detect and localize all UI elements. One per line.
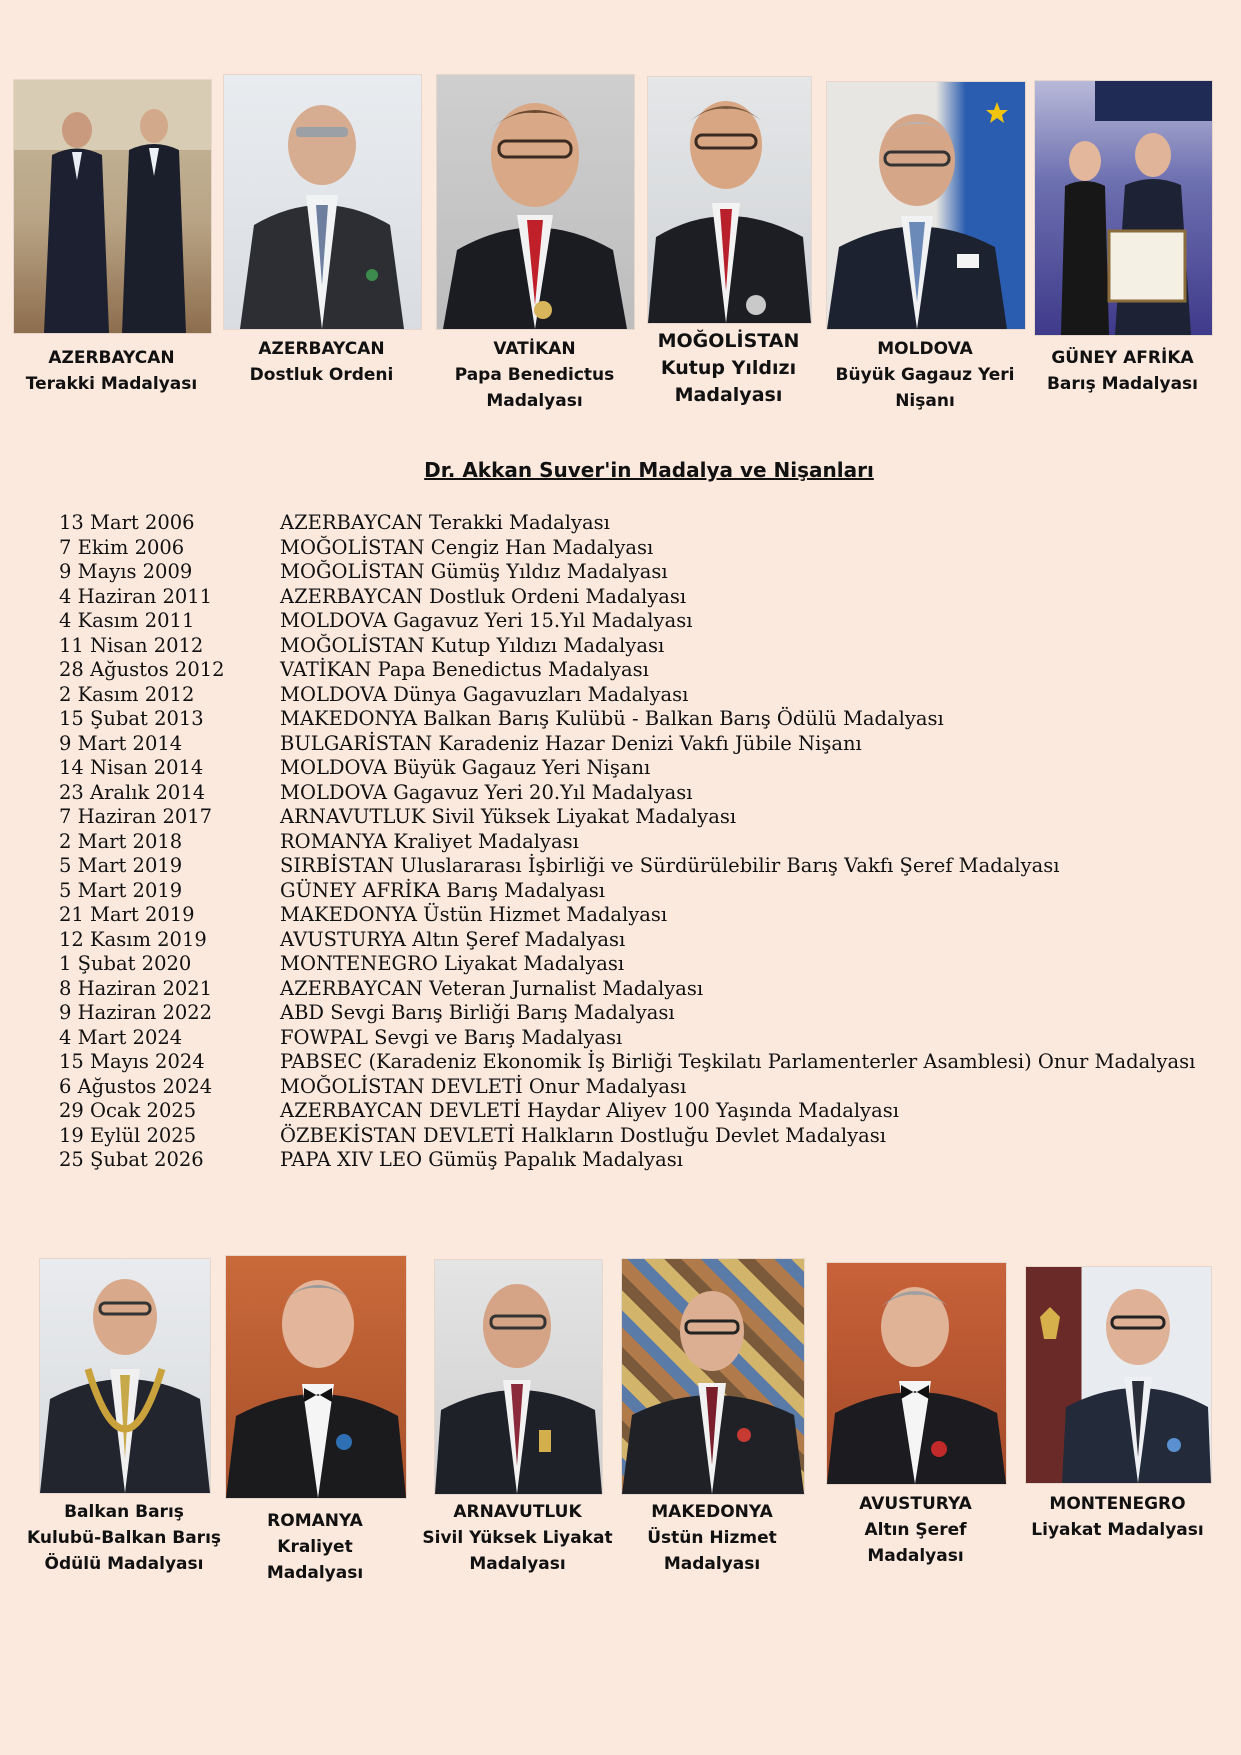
portrait-photo-icon bbox=[437, 75, 634, 329]
caption-mogolistan: MOĞOLİSTAN Kutup Yıldızı Madalyası bbox=[657, 330, 800, 406]
caption-arnavutluk: ARNAVUTLUK Sivil Yüksek Liyakat Madalyası bbox=[422, 1502, 613, 1574]
medal-date: 5 Mart 2019 bbox=[59, 854, 183, 877]
medal-text: BULGARİSTAN Karadeniz Hazar Denizi Vakfı Jübile Nişanı bbox=[280, 731, 862, 755]
medal-text: ÖZBEKİSTAN DEVLETİ Halkların Dostluğu Devlet Madalyası bbox=[280, 1123, 886, 1147]
photo-montenegro bbox=[1025, 1266, 1212, 1484]
caption-avusturya: AVUSTURYA Altın Şeref Madalyası bbox=[859, 1494, 972, 1566]
photo-arnavutluk bbox=[434, 1259, 603, 1495]
caption-guney-afrika: GÜNEY AFRİKA Barış Madalyası bbox=[1046, 348, 1199, 394]
medal-text: MONTENEGRO Liyakat Madalyası bbox=[280, 952, 625, 975]
medal-text: PABSEC (Karadeniz Ekonomik İş Birliği Teşkilatı Parlamenterler Asamblesi) Onur Madalyası bbox=[280, 1050, 1196, 1073]
list-item bbox=[59, 854, 1239, 879]
medal-date: 9 Mart 2014 bbox=[59, 731, 183, 755]
medal-date: 7 Haziran 2017 bbox=[59, 805, 213, 828]
medal-text: ROMANYA Kraliyet Madalyası bbox=[280, 829, 579, 853]
list-item bbox=[59, 658, 1239, 683]
list-item bbox=[59, 928, 1239, 953]
medal-text: MOLDOVA Gagavuz Yeri 20.Yıl Madalyası bbox=[280, 780, 693, 804]
caption-azerbaycan-terakki: AZERBAYCAN Terakki Madalyası bbox=[25, 348, 198, 394]
list-item bbox=[59, 732, 1239, 757]
list-item bbox=[59, 830, 1239, 855]
medal-date: 4 Mart 2024 bbox=[59, 1025, 183, 1049]
medal-date: 9 Haziran 2022 bbox=[59, 1001, 213, 1024]
list-item bbox=[59, 756, 1239, 781]
photo-mogolistan bbox=[647, 76, 812, 324]
medal-text: AZERBAYCAN DEVLETİ Haydar Aliyev 100 Yaşında Madalyası bbox=[280, 1099, 899, 1122]
medal-list bbox=[59, 511, 1239, 1173]
medal-text: MOĞOLİSTAN DEVLETİ Onur Madalyası bbox=[280, 1074, 687, 1098]
medal-date: 8 Haziran 2021 bbox=[59, 976, 213, 1000]
medal-text: MAKEDONYA Üstün Hizmet Madalyası bbox=[280, 903, 668, 926]
medal-date: 1 Şubat 2020 bbox=[59, 952, 192, 975]
list-item bbox=[59, 977, 1239, 1002]
medal-date: 12 Kasım 2019 bbox=[59, 927, 207, 951]
portrait-photo-icon bbox=[1035, 81, 1212, 335]
medal-date: 2 Mart 2018 bbox=[59, 829, 183, 853]
portrait-photo-icon bbox=[435, 1260, 602, 1494]
caption-romanya: ROMANYA Kraliyet Madalyası bbox=[266, 1511, 364, 1583]
medal-text: ABD Sevgi Barış Birliği Barış Madalyası bbox=[280, 1001, 675, 1024]
medal-date: 4 Kasım 2011 bbox=[59, 609, 195, 632]
list-item bbox=[59, 1099, 1239, 1124]
portrait-photo-icon bbox=[226, 1256, 406, 1498]
list-item bbox=[59, 536, 1239, 561]
medal-text: VATİKAN Papa Benedictus Madalyası bbox=[280, 658, 649, 681]
portrait-photo-icon bbox=[224, 75, 421, 329]
medal-date: 13 Mart 2006 bbox=[59, 511, 195, 534]
medal-date: 29 Ocak 2025 bbox=[59, 1099, 197, 1122]
photo-moldova bbox=[826, 81, 1026, 330]
caption-azerbaycan-dostluk: AZERBAYCAN Dostluk Ordeni bbox=[249, 339, 394, 385]
photo-avusturya bbox=[826, 1262, 1007, 1485]
medal-date: 2 Kasım 2012 bbox=[59, 682, 195, 706]
medal-text: MOĞOLİSTAN Gümüş Yıldız Madalyası bbox=[280, 560, 668, 583]
medal-date: 14 Nisan 2014 bbox=[59, 756, 204, 779]
medal-date: 23 Aralık 2014 bbox=[59, 780, 206, 804]
list-item bbox=[59, 781, 1239, 806]
medal-date: 15 Şubat 2013 bbox=[59, 707, 204, 730]
caption-makedonya: MAKEDONYA Üstün Hizmet Madalyası bbox=[647, 1502, 777, 1574]
list-item bbox=[59, 560, 1239, 585]
portrait-photo-icon bbox=[648, 77, 811, 323]
list-item bbox=[59, 1124, 1239, 1149]
medal-text: AZERBAYCAN Veteran Jurnalist Madalyası bbox=[280, 976, 704, 1000]
medal-text: FOWPAL Sevgi ve Barış Madalyası bbox=[280, 1025, 623, 1049]
medal-date: 19 Eylül 2025 bbox=[59, 1123, 197, 1147]
photo-makedonya bbox=[621, 1258, 805, 1495]
medal-text: MOĞOLİSTAN Kutup Yıldızı Madalyası bbox=[280, 633, 665, 657]
medal-date: 15 Mayıs 2024 bbox=[59, 1050, 205, 1073]
medal-date: 5 Mart 2019 bbox=[59, 878, 183, 902]
photo-romanya bbox=[225, 1255, 407, 1499]
medal-text: MOLDOVA Gagavuz Yeri 15.Yıl Madalyası bbox=[280, 609, 693, 632]
portrait-photo-icon bbox=[827, 82, 1025, 329]
medal-text: AZERBAYCAN Terakki Madalyası bbox=[280, 511, 610, 534]
portrait-photo-icon bbox=[40, 1259, 210, 1493]
photo-azerbaycan-terakki bbox=[13, 79, 212, 334]
portrait-photo-icon bbox=[1026, 1267, 1211, 1483]
list-item bbox=[59, 585, 1239, 610]
photo-vatikan bbox=[436, 74, 635, 330]
list-item bbox=[59, 511, 1239, 536]
portrait-photo-icon bbox=[827, 1263, 1006, 1484]
medal-text: MOĞOLİSTAN Cengiz Han Madalyası bbox=[280, 535, 654, 559]
medal-text: ARNAVUTLUK Sivil Yüksek Liyakat Madalyası bbox=[280, 805, 737, 828]
photo-balkan-baris bbox=[39, 1258, 211, 1494]
medal-text: PAPA XIV LEO Gümüş Papalık Madalyası bbox=[280, 1148, 683, 1171]
medal-text: GÜNEY AFRİKA Barış Madalyası bbox=[280, 878, 605, 902]
list-item bbox=[59, 952, 1239, 977]
medal-date: 21 Mart 2019 bbox=[59, 903, 195, 926]
list-item bbox=[59, 879, 1239, 904]
list-item bbox=[59, 1001, 1239, 1026]
medal-date: 11 Nisan 2012 bbox=[59, 633, 204, 657]
page-title: Dr. Akkan Suver'in Madalya ve Nişanları bbox=[424, 458, 874, 482]
medal-date: 7 Ekim 2006 bbox=[59, 535, 185, 559]
list-item bbox=[59, 1075, 1239, 1100]
list-item bbox=[59, 634, 1239, 659]
list-item bbox=[59, 1026, 1239, 1051]
medal-date: 6 Ağustos 2024 bbox=[59, 1074, 213, 1098]
list-item bbox=[59, 707, 1239, 732]
caption-vatikan: VATİKAN Papa Benedictus Madalyası bbox=[454, 339, 615, 411]
medal-date: 25 Şubat 2026 bbox=[59, 1148, 204, 1171]
portrait-photo-icon bbox=[14, 80, 211, 333]
list-item bbox=[59, 609, 1239, 634]
medal-date: 9 Mayıs 2009 bbox=[59, 560, 193, 583]
list-item bbox=[59, 1050, 1239, 1075]
list-item bbox=[59, 683, 1239, 708]
list-item bbox=[59, 1148, 1239, 1173]
caption-montenegro: MONTENEGRO Liyakat Madalyası bbox=[1031, 1494, 1204, 1540]
caption-moldova: MOLDOVA Büyük Gagauz Yeri Nişanı bbox=[835, 339, 1015, 411]
photo-guney-afrika bbox=[1034, 80, 1213, 336]
medal-date: 28 Ağustos 2012 bbox=[59, 658, 225, 681]
list-item bbox=[59, 805, 1239, 830]
caption-balkan-baris: Balkan Barış Kulubü-Balkan Barış Ödülü Madalyası bbox=[26, 1502, 222, 1574]
medal-text: SIRBİSTAN Uluslararası İşbirliği ve Sürdürülebilir Barış Vakfı Şeref Madalyası bbox=[280, 854, 1060, 877]
portrait-photo-icon bbox=[622, 1259, 804, 1494]
medal-text: MOLDOVA Dünya Gagavuzları Madalyası bbox=[280, 682, 689, 706]
medal-date: 4 Haziran 2011 bbox=[59, 584, 213, 608]
list-item bbox=[59, 903, 1239, 928]
medal-text: MAKEDONYA Balkan Barış Kulübü - Balkan Barış Ödülü Madalyası bbox=[280, 707, 944, 730]
photo-azerbaycan-dostluk bbox=[223, 74, 422, 330]
medal-text: AZERBAYCAN Dostluk Ordeni Madalyası bbox=[280, 584, 687, 608]
medal-text: MOLDOVA Büyük Gagauz Yeri Nişanı bbox=[280, 756, 651, 779]
medal-text: AVUSTURYA Altın Şeref Madalyası bbox=[280, 927, 626, 951]
